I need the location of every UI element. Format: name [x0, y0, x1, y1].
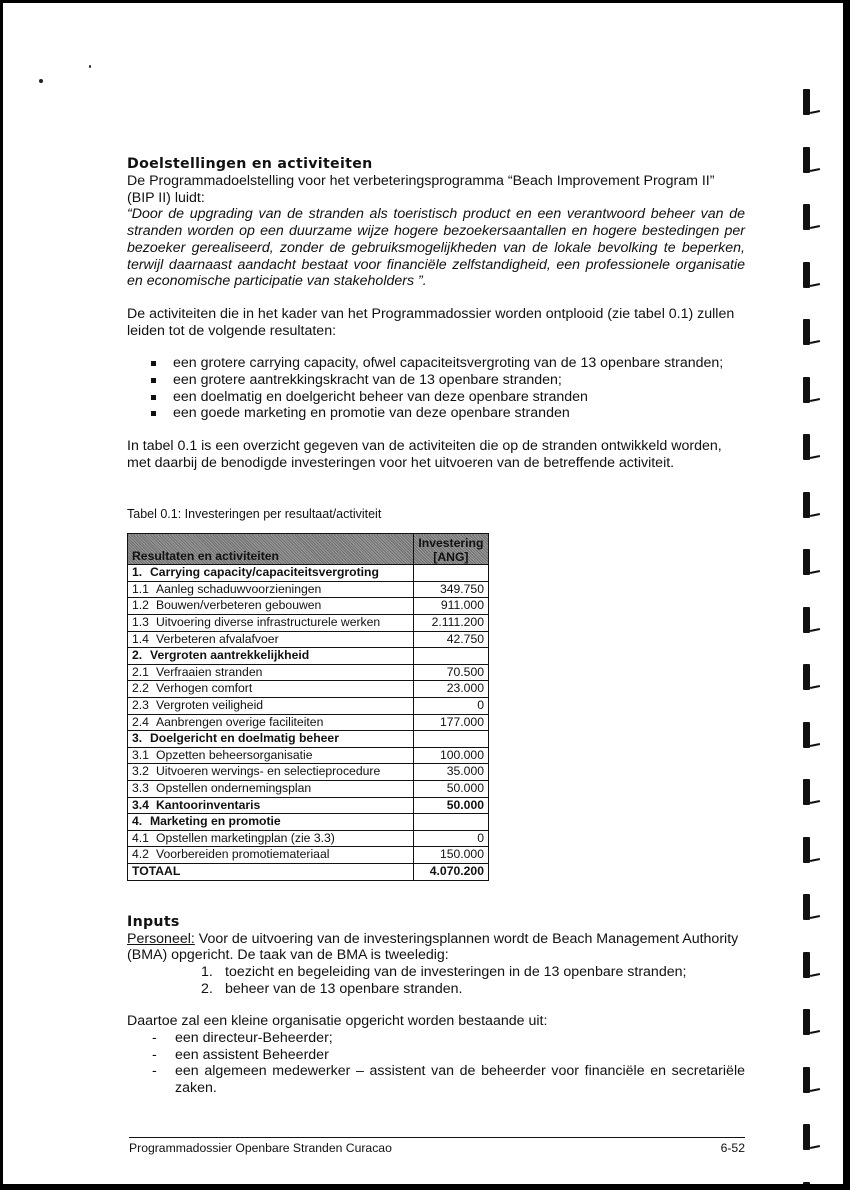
- personeel-paragraph: Personeel: Voor de uitvoering van de investeringsplannen wordt de Beach Management Authority (BMA) opgericht. De taak van de BMA is tweeledig:: [127, 930, 739, 964]
- binding-ring: [803, 377, 810, 403]
- total-label: TOTAAL: [128, 863, 414, 880]
- binding-ring: [803, 664, 810, 690]
- table-row: [128, 648, 489, 665]
- investment-cell: 23.000: [413, 681, 488, 698]
- activity-cell: 3.4 Kantoorinventaris: [128, 797, 414, 814]
- list-item: 2. beheer van de 13 openbare stranden.: [201, 980, 463, 997]
- table-row: [128, 681, 489, 698]
- list-item: - een assistent Beheerder: [127, 1047, 745, 1064]
- activity-cell: 3.2 Uitvoeren wervings- en selectieprocedure: [128, 764, 414, 781]
- activity-cell: 1.2 Bouwen/verbeteren gebouwen: [128, 598, 414, 615]
- organisation-list: [127, 1030, 745, 1097]
- section-heading-inputs: Inputs: [127, 913, 180, 930]
- activity-cell: 2. Vergroten aantrekkelijkheid: [128, 648, 414, 665]
- organisation-intro: Daartoe zal een kleine organisatie opgericht worden bestaande uit:: [127, 1013, 548, 1030]
- binding-ring: [803, 89, 810, 115]
- page-footer: [129, 1137, 745, 1155]
- activity-cell: 3.1 Opzetten beheersorganisatie: [128, 747, 414, 764]
- activity-cell: 4.1 Opstellen marketingplan (zie 3.3): [128, 830, 414, 847]
- investment-cell: 349.750: [413, 581, 488, 598]
- binding-ring: [803, 952, 810, 978]
- table-row: [128, 764, 489, 781]
- activity-cell: 1.3 Uitvoering diverse infrastructurele werken: [128, 615, 414, 632]
- investment-cell: 35.000: [413, 764, 488, 781]
- table-row: [128, 581, 489, 598]
- activity-cell: 4. Marketing en promotie: [128, 814, 414, 831]
- investment-cell: 177.000: [413, 714, 488, 731]
- activity-cell: 4.2 Voorbereiden promotiemateriaal: [128, 847, 414, 864]
- binding-ring: [803, 779, 810, 805]
- list-item: 1. toezicht en begeleiding van de investeringen in de 13 openbare stranden;: [201, 963, 687, 980]
- activity-cell: 2.3 Vergroten veiligheid: [128, 698, 414, 715]
- table-row: [128, 698, 489, 715]
- activity-cell: 2.1 Verfraaien stranden: [128, 664, 414, 681]
- list-item: - een algemeen medewerker – assistent van de beheerder voor financiële en secretariële zaken.: [127, 1063, 745, 1096]
- activity-cell: 3. Doelgericht en doelmatig beheer: [128, 731, 414, 748]
- investment-cell: 150.000: [413, 847, 488, 864]
- section-heading-doelstellingen: Doelstellingen en activiteiten: [127, 156, 373, 172]
- investment-cell: 0: [413, 830, 488, 847]
- investment-cell: [413, 814, 488, 831]
- binding-ring: [803, 607, 810, 633]
- table-intro-paragraph: In tabel 0.1 is een overzicht gegeven van de activiteiten die op de stranden ontwikkeld worden, met daarbij de benodigde investeringen voor het uitvoeren van de betreffende activiteit.: [127, 438, 722, 471]
- investment-cell: 100.000: [413, 747, 488, 764]
- scan-speck: [39, 79, 43, 83]
- binding-ring: [803, 1009, 810, 1035]
- results-list: [127, 355, 745, 422]
- intro-paragraph: De Programmadoelstelling voor het verbeteringsprogramma “Beach Improvement Program II” (BIP II) luidt:: [127, 173, 715, 206]
- list-item: een doelmatig en doelgericht beheer van deze openbare stranden: [149, 389, 745, 406]
- binding-ring: [803, 894, 810, 920]
- investment-table: [127, 533, 489, 880]
- investment-cell: [413, 731, 488, 748]
- binding-ring: [803, 1067, 810, 1093]
- table-row: [128, 780, 489, 797]
- list-item: - een directeur-Beheerder;: [127, 1030, 745, 1047]
- table-caption: Tabel 0.1: Investeringen per resultaat/activiteit: [127, 506, 382, 521]
- document-page: [3, 3, 843, 1184]
- table-row: [128, 814, 489, 831]
- investment-cell: 50.000: [413, 797, 488, 814]
- activity-cell: 1.1 Aanleg schaduwvoorzieningen: [128, 581, 414, 598]
- table-row: [128, 847, 489, 864]
- binding-rings: [799, 3, 829, 1184]
- investment-cell: 50.000: [413, 780, 488, 797]
- binding-ring: [803, 549, 810, 575]
- investment-cell: 42.750: [413, 631, 488, 648]
- activity-cell: 1. Carrying capacity/capaciteitsvergroting: [128, 565, 414, 582]
- table-header-activities: Resultaten en activiteiten: [128, 534, 414, 565]
- investment-cell: 2.111.200: [413, 615, 488, 632]
- table-row: [128, 631, 489, 648]
- table-row: [128, 615, 489, 632]
- activity-cell: 3.3 Opstellen ondernemingsplan: [128, 780, 414, 797]
- program-objective-quote: “Door de upgrading van de stranden als toeristisch product en een verantwoord beheer van de stranden worden op een duurzame wijze hogere bezoekersaantallen en hogere bestedingen per bezoeker gerealiseerd, zonder de gebruiksmogelijkheden van de lokale bevolking te beperken, terwijl daarnaast aandacht bestaat voor financiële zelfstandigheid, een professionele organisatie en economische participatie van stakeholders ”.: [127, 206, 745, 290]
- table-row: [128, 664, 489, 681]
- activity-cell: 2.4 Aanbrengen overige faciliteiten: [128, 714, 414, 731]
- list-item: een goede marketing en promotie van deze openbare stranden: [149, 405, 745, 422]
- table-row: [128, 565, 489, 582]
- table-row: [128, 598, 489, 615]
- binding-ring: [803, 837, 810, 863]
- activity-cell: 1.4 Verbeteren afvalafvoer: [128, 631, 414, 648]
- table-header-investment: Investering [ANG]: [413, 534, 488, 565]
- list-item: een grotere carrying capacity, ofwel capaciteitsvergroting van de 13 openbare stranden;: [149, 355, 745, 372]
- list-item: een grotere aantrekkingskracht van de 13 openbare stranden;: [149, 372, 745, 389]
- document-body: [127, 155, 745, 1097]
- table-row: [128, 830, 489, 847]
- footer-document-title: Programmadossier Openbare Stranden Curacao: [129, 1141, 392, 1155]
- binding-ring: [803, 147, 810, 173]
- binding-ring: [803, 204, 810, 230]
- table-row: [128, 747, 489, 764]
- binding-ring: [803, 1124, 810, 1150]
- scan-speck: [89, 65, 91, 68]
- investment-cell: 70.500: [413, 664, 488, 681]
- activities-paragraph: De activiteiten die in het kader van het Programmadossier worden ontplooid (zie tabel 0.1) zullen leiden tot de volgende resultaten:: [127, 305, 735, 339]
- personeel-label: Personeel:: [127, 930, 195, 947]
- table-total-row: [128, 863, 489, 880]
- page-number: 6-52: [720, 1141, 745, 1155]
- investment-cell: 0: [413, 698, 488, 715]
- investment-cell: [413, 565, 488, 582]
- binding-ring: [803, 262, 810, 288]
- table-header-row: [128, 534, 489, 565]
- bma-tasks-list: [127, 964, 745, 997]
- table-row: [128, 731, 489, 748]
- total-value: 4.070.200: [413, 863, 488, 880]
- investment-cell: 911.000: [413, 598, 488, 615]
- investment-cell: [413, 648, 488, 665]
- binding-ring: [803, 434, 810, 460]
- table-row: [128, 714, 489, 731]
- binding-ring: [803, 722, 810, 748]
- activity-cell: 2.2 Verhogen comfort: [128, 681, 414, 698]
- table-row: [128, 797, 489, 814]
- binding-ring: [803, 319, 810, 345]
- binding-ring: [803, 1182, 810, 1185]
- binding-ring: [803, 492, 810, 518]
